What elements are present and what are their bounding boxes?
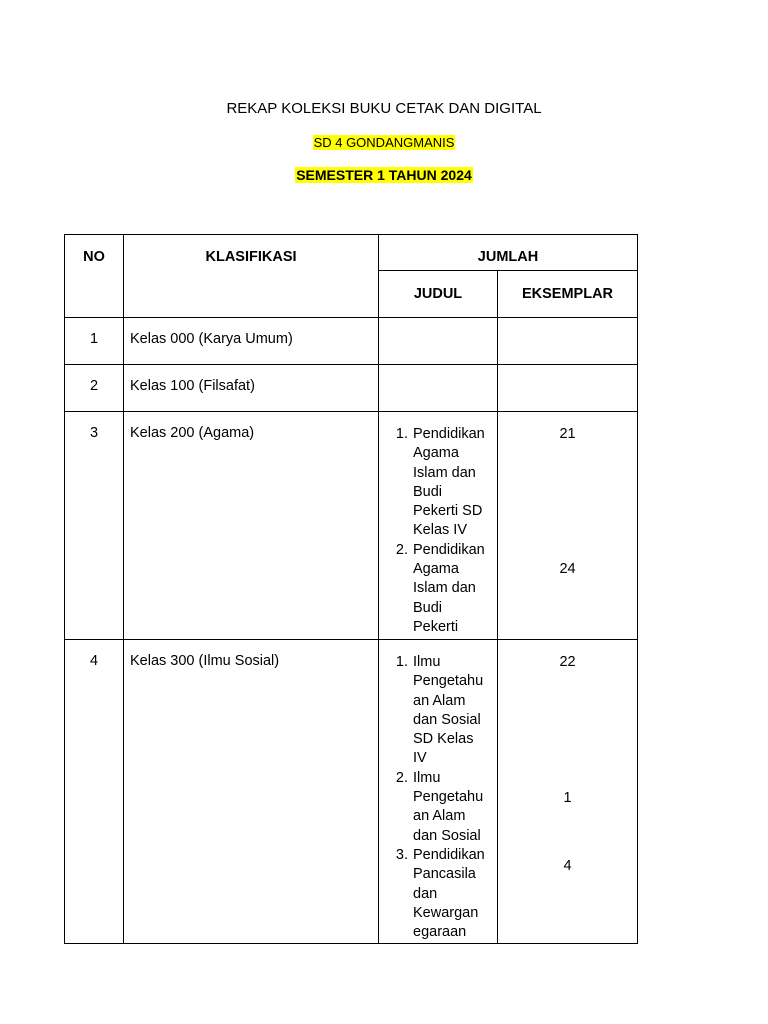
header-klasifikasi: KLASIFIKASI (124, 235, 379, 318)
header-eksemplar: EKSEMPLAR (498, 271, 638, 318)
semester-label: SEMESTER 1 TAHUN 2024 (296, 167, 472, 183)
eksemplar-value: 22 (559, 654, 576, 670)
list-item: 1. Pendidikan Agama Islam dan Budi Pekerti SD Kelas IV (395, 426, 485, 539)
row-klasifikasi: Kelas 200 (Agama) (124, 412, 379, 640)
row-eksemplar (498, 412, 638, 640)
row-klasifikasi: Kelas 300 (Ilmu Sosial) (124, 640, 379, 944)
row-eksemplar (498, 318, 638, 365)
header-judul: JUDUL (379, 271, 498, 318)
list-item: 1. Ilmu Pengetahu an Alam dan Sosial SD Kelas IV (395, 654, 484, 767)
header-no: NO (65, 235, 124, 318)
table-row (65, 318, 638, 365)
judul-list (383, 653, 493, 942)
table-row (65, 640, 638, 944)
eksemplar-value: 21 (559, 426, 576, 442)
row-no: 3 (65, 412, 124, 640)
row-no: 4 (65, 640, 124, 944)
judul-list (383, 425, 493, 637)
row-judul (379, 640, 498, 944)
row-eksemplar (498, 365, 638, 412)
table-row (65, 412, 638, 640)
document-title: REKAP KOLEKSI BUKU CETAK DAN DIGITAL (226, 100, 542, 117)
list-item: 3. Pendidikan Pancasila dan Kewargan egaraan (395, 846, 485, 941)
school-name: SD 4 GONDANGMANIS (313, 135, 455, 150)
list-item: 2. Ilmu Pengetahu an Alam dan Sosial (395, 769, 484, 844)
header-jumlah: JUMLAH (379, 235, 638, 271)
eksemplar-value: 24 (559, 561, 576, 577)
list-item: 2. Pendidikan Agama Islam dan Budi Pekerti (395, 541, 485, 635)
row-judul (379, 318, 498, 365)
eksemplar-value: 4 (563, 858, 572, 874)
row-klasifikasi: Kelas 000 (Karya Umum) (124, 318, 379, 365)
collection-table (64, 234, 638, 944)
row-no: 2 (65, 365, 124, 412)
table-header-row (65, 235, 638, 271)
row-klasifikasi: Kelas 100 (Filsafat) (124, 365, 379, 412)
row-judul (379, 365, 498, 412)
eksemplar-value: 1 (563, 790, 572, 806)
table-row (65, 365, 638, 412)
row-judul (379, 412, 498, 640)
row-no: 1 (65, 318, 124, 365)
row-eksemplar (498, 640, 638, 944)
